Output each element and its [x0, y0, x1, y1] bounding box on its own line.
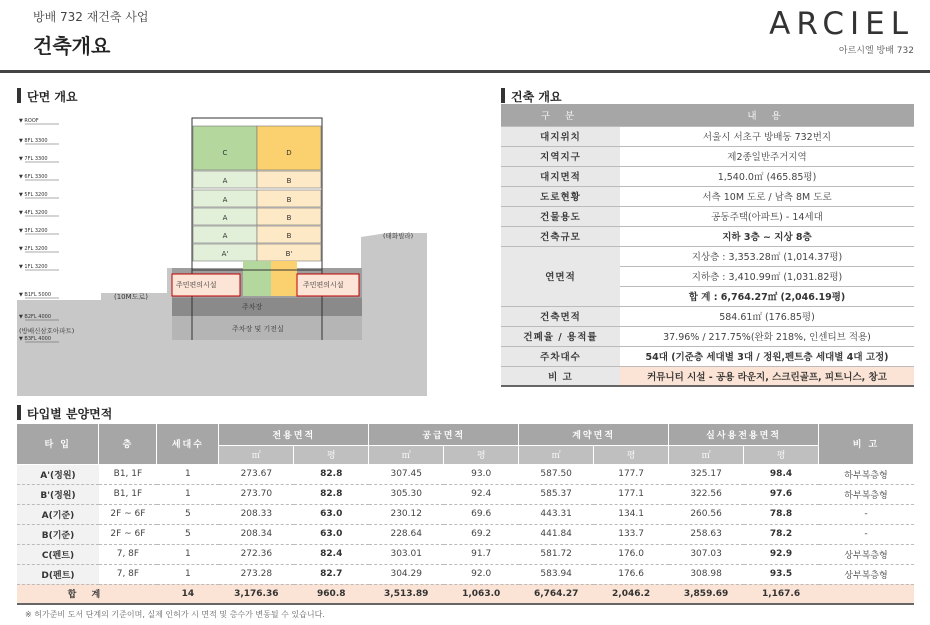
unit-label-left: A [222, 214, 228, 222]
cell-floor: B1, 1F [99, 464, 157, 484]
cell-remark: 상부복층형 [819, 544, 914, 564]
overview-col-key: 구 분 [501, 104, 620, 126]
overview-col-value: 내 용 [620, 104, 914, 126]
cell-ac-m2: 260.56 [669, 504, 744, 524]
table-row [17, 524, 914, 544]
cell-su-m2: 305.30 [369, 484, 444, 504]
cell-co-m2: 587.50 [519, 464, 594, 484]
cell-remark: 하부복층형 [819, 464, 914, 484]
cell-floor: B1, 1F [99, 484, 157, 504]
b1-left-label: 주민편의시설 [176, 281, 217, 289]
cell-su-m2: 307.45 [369, 464, 444, 484]
cell-ex-m2: 208.33 [219, 504, 294, 524]
level-marker: ▼ 3FL 3200 [19, 228, 48, 234]
cell-type: C(펜트) [17, 544, 99, 564]
overview-row: 건축면적 584.61㎡ (176.85평) [501, 306, 914, 326]
overview-row-gfa: 지하층 : 3,410.99㎡ (1,031.82평) [501, 266, 914, 286]
table-row [17, 564, 914, 584]
cell-units: 1 [157, 564, 219, 584]
table-row [17, 464, 914, 484]
b2-label: 주차장 [242, 303, 263, 311]
cell-floor: 2F ~ 6F [99, 504, 157, 524]
unit-m2: ㎡ [519, 445, 594, 464]
cell-ac-py: 92.9 [744, 544, 819, 564]
unit-py: 평 [294, 445, 369, 464]
level-marker: ▼ 8FL 3300 [19, 138, 48, 144]
cell-type: B(기준) [17, 524, 99, 544]
table-row [17, 504, 914, 524]
unit-label-right: D [286, 149, 292, 157]
col-contract: 계약면적 [519, 424, 669, 445]
cell-su-m2: 303.01 [369, 544, 444, 564]
overview-row: 대지위치 서울시 서초구 방배동 732번지 [501, 126, 914, 146]
unit-label-right: B [286, 177, 292, 185]
level-marker: ▼ B3FL 4000 [19, 336, 52, 342]
cell-co-py: 177.1 [594, 484, 669, 504]
cell-ex-m2: 273.67 [219, 464, 294, 484]
cell-co-py: 176.0 [594, 544, 669, 564]
unit-label-right: B' [285, 250, 293, 258]
cell-ac-py: 93.5 [744, 564, 819, 584]
cell-ex-py: 82.8 [294, 464, 369, 484]
col-floor: 층 [99, 424, 157, 464]
cell-type: A'(정원) [17, 464, 99, 484]
unit-label-left: A [222, 196, 228, 204]
type-area-table [17, 424, 914, 605]
cell-co-m2: 585.37 [519, 484, 594, 504]
cell-ex-py: 63.0 [294, 524, 369, 544]
unit-label-right: B [286, 214, 292, 222]
unit-py: 평 [744, 445, 819, 464]
level-marker: ▼ B2FL 4000 [19, 314, 52, 320]
brand-subtitle: 아르시엘 방배 732 [838, 46, 914, 56]
cell-remark: - [819, 504, 914, 524]
cell-ex-py: 82.7 [294, 564, 369, 584]
cell-floor: 7, 8F [99, 564, 157, 584]
cell-ac-py: 78.8 [744, 504, 819, 524]
cell-units: 1 [157, 464, 219, 484]
col-supply: 공급면적 [369, 424, 519, 445]
cell-floor: 7, 8F [99, 544, 157, 564]
unit-py: 평 [444, 445, 519, 464]
cell-remark: 하부복층형 [819, 484, 914, 504]
section-diagram [17, 108, 427, 396]
cell-ac-m2: 307.03 [669, 544, 744, 564]
cell-ex-py: 63.0 [294, 504, 369, 524]
cell-units: 1 [157, 484, 219, 504]
cell-ex-m2: 273.70 [219, 484, 294, 504]
cell-su-py: 93.0 [444, 464, 519, 484]
overview-row: 지역지구 제2종일반주거지역 [501, 146, 914, 166]
cell-ac-py: 98.4 [744, 464, 819, 484]
cell-ex-py: 82.4 [294, 544, 369, 564]
cell-su-py: 91.7 [444, 544, 519, 564]
cell-co-m2: 441.84 [519, 524, 594, 544]
level-marker: ▼ 5FL 3200 [19, 192, 48, 198]
cell-su-py: 69.2 [444, 524, 519, 544]
level-marker: ▼ 7FL 3300 [19, 156, 48, 162]
brand-logo: ARCIEL [769, 6, 914, 42]
overview-row: 주차대수 54대 (기준층 세대별 3대 / 정원,펜트층 세대별 4대 고정) [501, 346, 914, 366]
brand-block [769, 6, 914, 56]
overview-row-gfa: 연면적 지상층 : 3,353.28㎡ (1,014.37평) [501, 246, 914, 266]
overview-heading: 건축 개요 [501, 88, 562, 105]
cell-su-m2: 230.12 [369, 504, 444, 524]
overview-table [501, 104, 914, 387]
unit-m2: ㎡ [669, 445, 744, 464]
cell-su-m2: 228.64 [369, 524, 444, 544]
cell-su-py: 92.0 [444, 564, 519, 584]
unit-py: 평 [594, 445, 669, 464]
unit-label-left: C [222, 149, 228, 157]
unit-label-right: B [286, 196, 292, 204]
cell-units: 1 [157, 544, 219, 564]
neighbor-right-label: (태화빌라) [383, 232, 414, 240]
cell-units: 5 [157, 504, 219, 524]
types-heading: 타입별 분양면적 [17, 405, 112, 422]
cell-type: A(기준) [17, 504, 99, 524]
unit-block-right [257, 126, 321, 170]
cell-co-py: 177.7 [594, 464, 669, 484]
unit-label-right: B [286, 232, 292, 240]
col-exclusive: 전용면적 [219, 424, 369, 445]
cell-floor: 2F ~ 6F [99, 524, 157, 544]
header-divider [0, 70, 930, 73]
neighbor-left-label: (방배신삼호아파트) [19, 327, 75, 335]
overview-row-gfa: 합 계 : 6,764.27㎡ (2,046.19평) [501, 286, 914, 306]
col-type: 타 입 [17, 424, 99, 464]
cell-co-m2: 443.31 [519, 504, 594, 524]
footnote: ※ 허가준비 도서 단계의 기준이며, 실제 인허가 시 면적 및 층수가 변동될 수 있습니다. [25, 610, 325, 619]
cell-ac-py: 97.6 [744, 484, 819, 504]
overview-row: 건축규모 지하 3층 ~ 지상 8층 [501, 226, 914, 246]
cell-ex-m2: 272.36 [219, 544, 294, 564]
cell-co-m2: 581.72 [519, 544, 594, 564]
cell-co-m2: 583.94 [519, 564, 594, 584]
unit-block-left [193, 126, 257, 170]
cell-su-py: 92.4 [444, 484, 519, 504]
cell-ex-m2: 208.34 [219, 524, 294, 544]
unit-m2: ㎡ [219, 445, 294, 464]
overview-row: 대지면적 1,540.0㎡ (465.85평) [501, 166, 914, 186]
overview-row: 건폐율 / 용적률 37.96% / 217.75%(완화 218%, 인센티브 적용) [501, 326, 914, 346]
unit-label-left: A' [221, 250, 229, 258]
cell-remark: - [819, 524, 914, 544]
level-marker: ▼ 4FL 3200 [19, 210, 48, 216]
total-row: 합 계 14 3,176.36 960.8 3,513.89 1,063.0 6,764.27 2,046.2 3,859.69 1,167.6 [17, 584, 914, 604]
cell-co-py: 176.6 [594, 564, 669, 584]
overview-row: 도로현황 서측 10M 도로 / 남측 8M 도로 [501, 186, 914, 206]
project-subtitle: 방배 732 재건축 사업 [33, 10, 149, 24]
cell-ac-m2: 308.98 [669, 564, 744, 584]
cell-type: D(펜트) [17, 564, 99, 584]
unit-m2: ㎡ [369, 445, 444, 464]
level-marker: ▼ ROOF [19, 118, 39, 124]
cell-ac-m2: 325.17 [669, 464, 744, 484]
overview-row-remark: 비 고 커뮤니티 시설 - 공용 라운지, 스크린골프, 피트니스, 창고 [501, 366, 914, 386]
cell-type: B'(정원) [17, 484, 99, 504]
cell-ac-py: 78.2 [744, 524, 819, 544]
level-marker: ▼ B1FL 5000 [19, 292, 52, 298]
level-marker: ▼ 6FL 3300 [19, 174, 48, 180]
cell-units: 5 [157, 524, 219, 544]
col-units: 세대수 [157, 424, 219, 464]
cell-ac-m2: 258.63 [669, 524, 744, 544]
overview-row: 건물용도 공동주택(아파트) - 14세대 [501, 206, 914, 226]
b1-right-label: 주민편의시설 [303, 281, 344, 289]
b3-label: 주차장 및 기전실 [232, 325, 284, 333]
level-marker: ▼ 1FL 3200 [19, 264, 48, 270]
col-actual: 실사용전용면적 [669, 424, 819, 445]
section-heading: 단면 개요 [17, 88, 78, 105]
cell-ex-m2: 273.28 [219, 564, 294, 584]
unit-label-left: A [222, 232, 228, 240]
cell-co-py: 134.1 [594, 504, 669, 524]
unit-label-left: A [222, 177, 228, 185]
table-row [17, 544, 914, 564]
level-marker: ▼ 2FL 3200 [19, 246, 48, 252]
cell-ex-py: 82.8 [294, 484, 369, 504]
cell-su-py: 69.6 [444, 504, 519, 524]
cell-su-m2: 304.29 [369, 564, 444, 584]
cell-ac-m2: 322.56 [669, 484, 744, 504]
road-label: (10M도로) [114, 293, 148, 301]
page-title: 건축개요 [33, 34, 111, 58]
cell-remark: 상부복층형 [819, 564, 914, 584]
col-remark: 비 고 [819, 424, 914, 464]
cell-co-py: 133.7 [594, 524, 669, 544]
table-row [17, 484, 914, 504]
